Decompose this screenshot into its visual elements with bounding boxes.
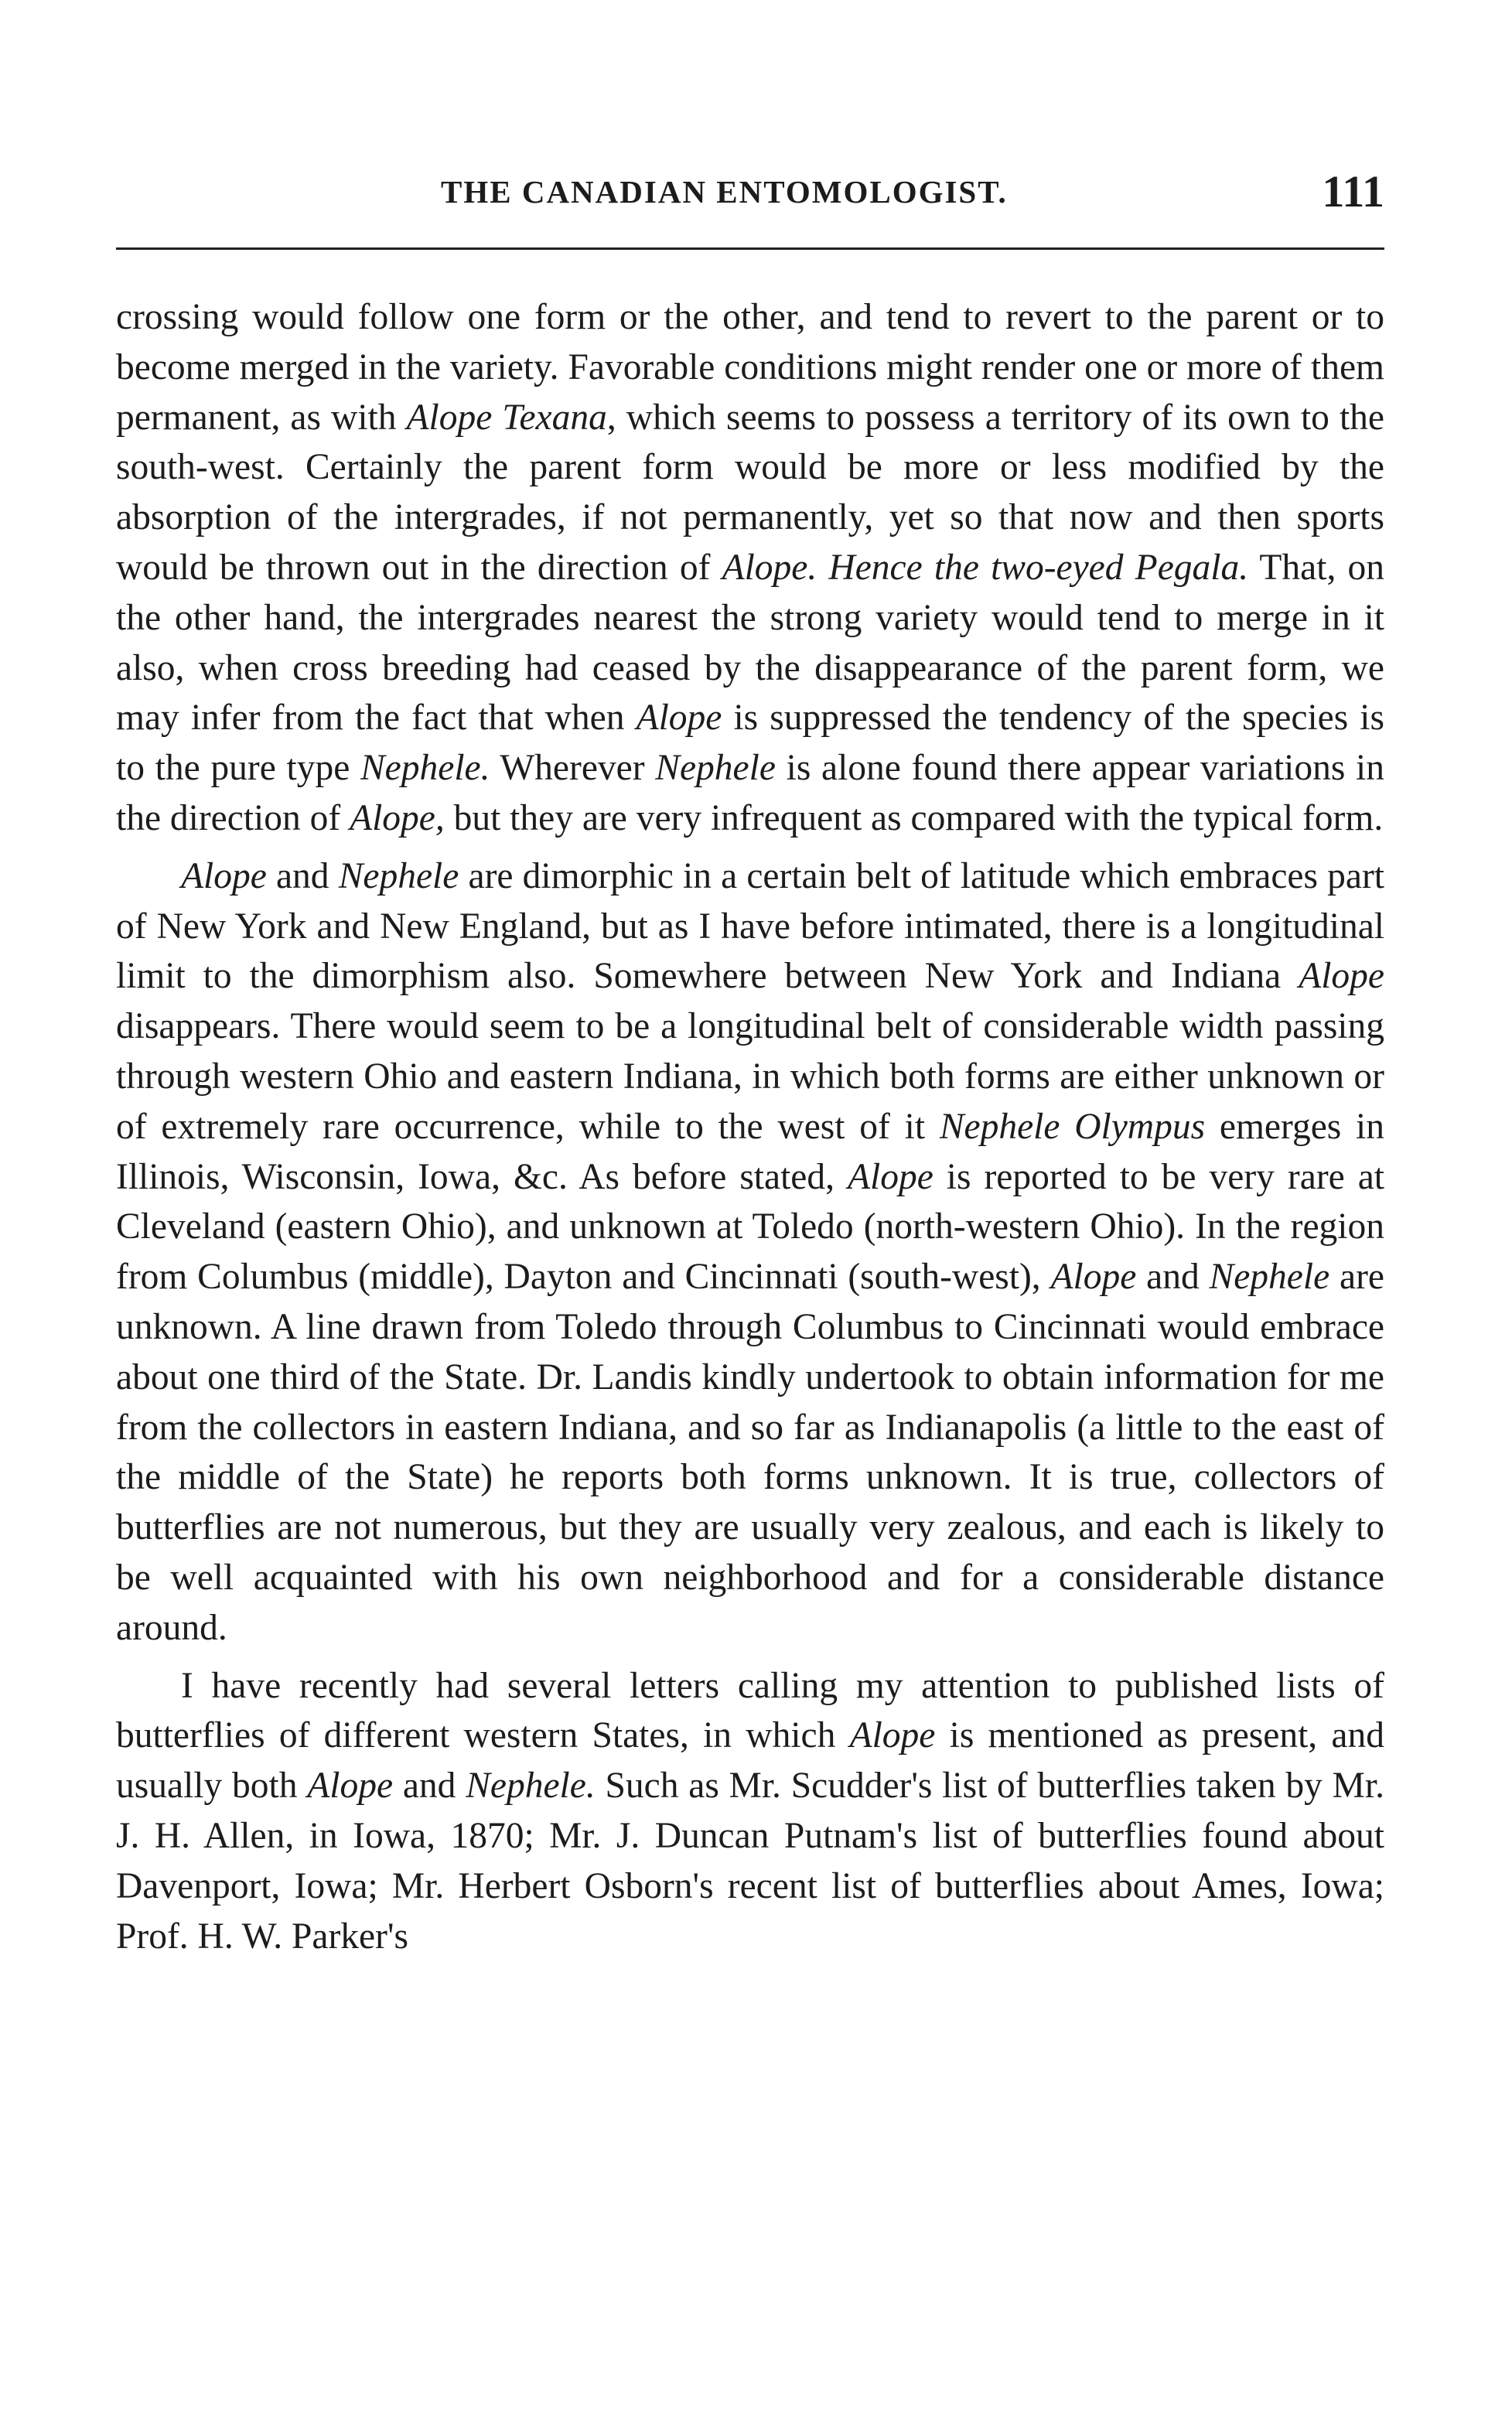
italic-term: Alope [636,698,722,739]
text-run: disappears. There would seem to be a longitudinal belt of considerable width passing through western Ohio and eastern Indiana, in which both forms are either unknown or of extremely rare occurrence, while to the west of it [116,1006,1384,1147]
italic-term: Alope [849,1715,936,1756]
italic-term: Alope. Hence the two-eyed Pegala. [722,547,1249,588]
text-run: is reported to be very rare at Cleveland (eastern Ohio), and unknown at Toledo (north-western Ohio). In the region from Columbus (middle), Dayton and Cincinnati (south-west), [116,1156,1384,1298]
text-run: and [1136,1257,1210,1298]
italic-term: Alope [307,1766,394,1807]
text-run: Such as Mr. Scudder's list of butterflies taken by Mr. J. H. Allen, in Iowa, 1870; Mr. J. Duncan Putnam's list of butterflies found about Davenport, Iowa; Mr. Herbert Osborn's recent list of butterflies about Ames, Iowa; Prof. H. W. Parker's [116,1766,1384,1957]
paragraph [116,851,1384,1653]
body-text [116,285,1384,1961]
italic-term: Nephele [1209,1257,1330,1298]
italic-term: Nephele [655,748,776,789]
text-run: emerges in Illinois, Wisconsin, Iowa, &c. As before stated, [116,1106,1384,1197]
journal-title: THE CANADIAN ENTOMOLOGIST. [441,174,1008,210]
text-run: are dimorphic in a certain belt of latitude which embraces part of New York and New England, but as I have before intimated, there is a longitudinal limit to the dimorphism also. Somewhere between New York and Indiana [116,855,1384,997]
italic-term: Alope [848,1156,933,1197]
italic-term: Nephele. [360,748,490,789]
italic-term: Nephele [338,855,459,896]
text-run: is mentioned as present, and usually both [116,1715,1384,1807]
text-run: , which seems to possess a territory of its own to the south-west. Certainly the parent form would be more or less modified by the absorption of the intergrades, if not permanently, yet so that now and then sports would be thrown out in the direction of [116,397,1384,588]
italic-term: Nephele. [466,1766,596,1807]
italic-term: Nephele Olympus [939,1106,1206,1147]
text-run: and [266,855,339,896]
paragraph [116,1661,1384,1962]
text-run: but they are very infrequent as compared with the typical form. [444,797,1384,838]
text-run: I have recently had several letters calling my attention to published lists of butterflies of different western States, in which [116,1665,1384,1756]
italic-term: Alope [1299,956,1384,997]
italic-term: Alope Texana [406,397,607,438]
text-run: is alone found there appear variations in the direction of [116,748,1384,838]
text-run: crossing would follow one form or the other, and tend to revert to the parent or to become merged in the variety. Favorable conditions might render one or more of them permanent, as with [116,297,1384,438]
paragraph [116,292,1384,844]
text-run: That, on the other hand, the intergrades nearest the strong variety would tend to merge in it also, when cross breeding had ceased by the disappearance of the parent form, we may infer from the fact that when [116,547,1385,739]
running-head [116,165,1384,220]
italic-term: Alope [1050,1257,1137,1298]
header-rule [116,247,1384,250]
italic-term: Alope [181,855,267,896]
text-run: and [393,1766,466,1807]
text-run: is suppressed the tendency of the species is to the pure type [116,698,1384,789]
book-page [116,0,1384,2409]
page-number: 111 [1322,166,1384,217]
text-run: are unknown. A line drawn from Toledo through Columbus to Cincinnati would embrace about one third of the State. Dr. Landis kindly undertook to obtain information for me from the collectors in eastern Indiana, and so far as Indianapolis (a little to the east of the middle of the State) he reports both forms unknown. It is true, collectors of butterflies are not numerous, but they are usually very zealous, and each is likely to be well acquainted with his own neighborhood and for a considerable distance around. [116,1257,1384,1648]
text-run: Wherever [490,748,656,789]
italic-term: Alope, [350,797,445,838]
